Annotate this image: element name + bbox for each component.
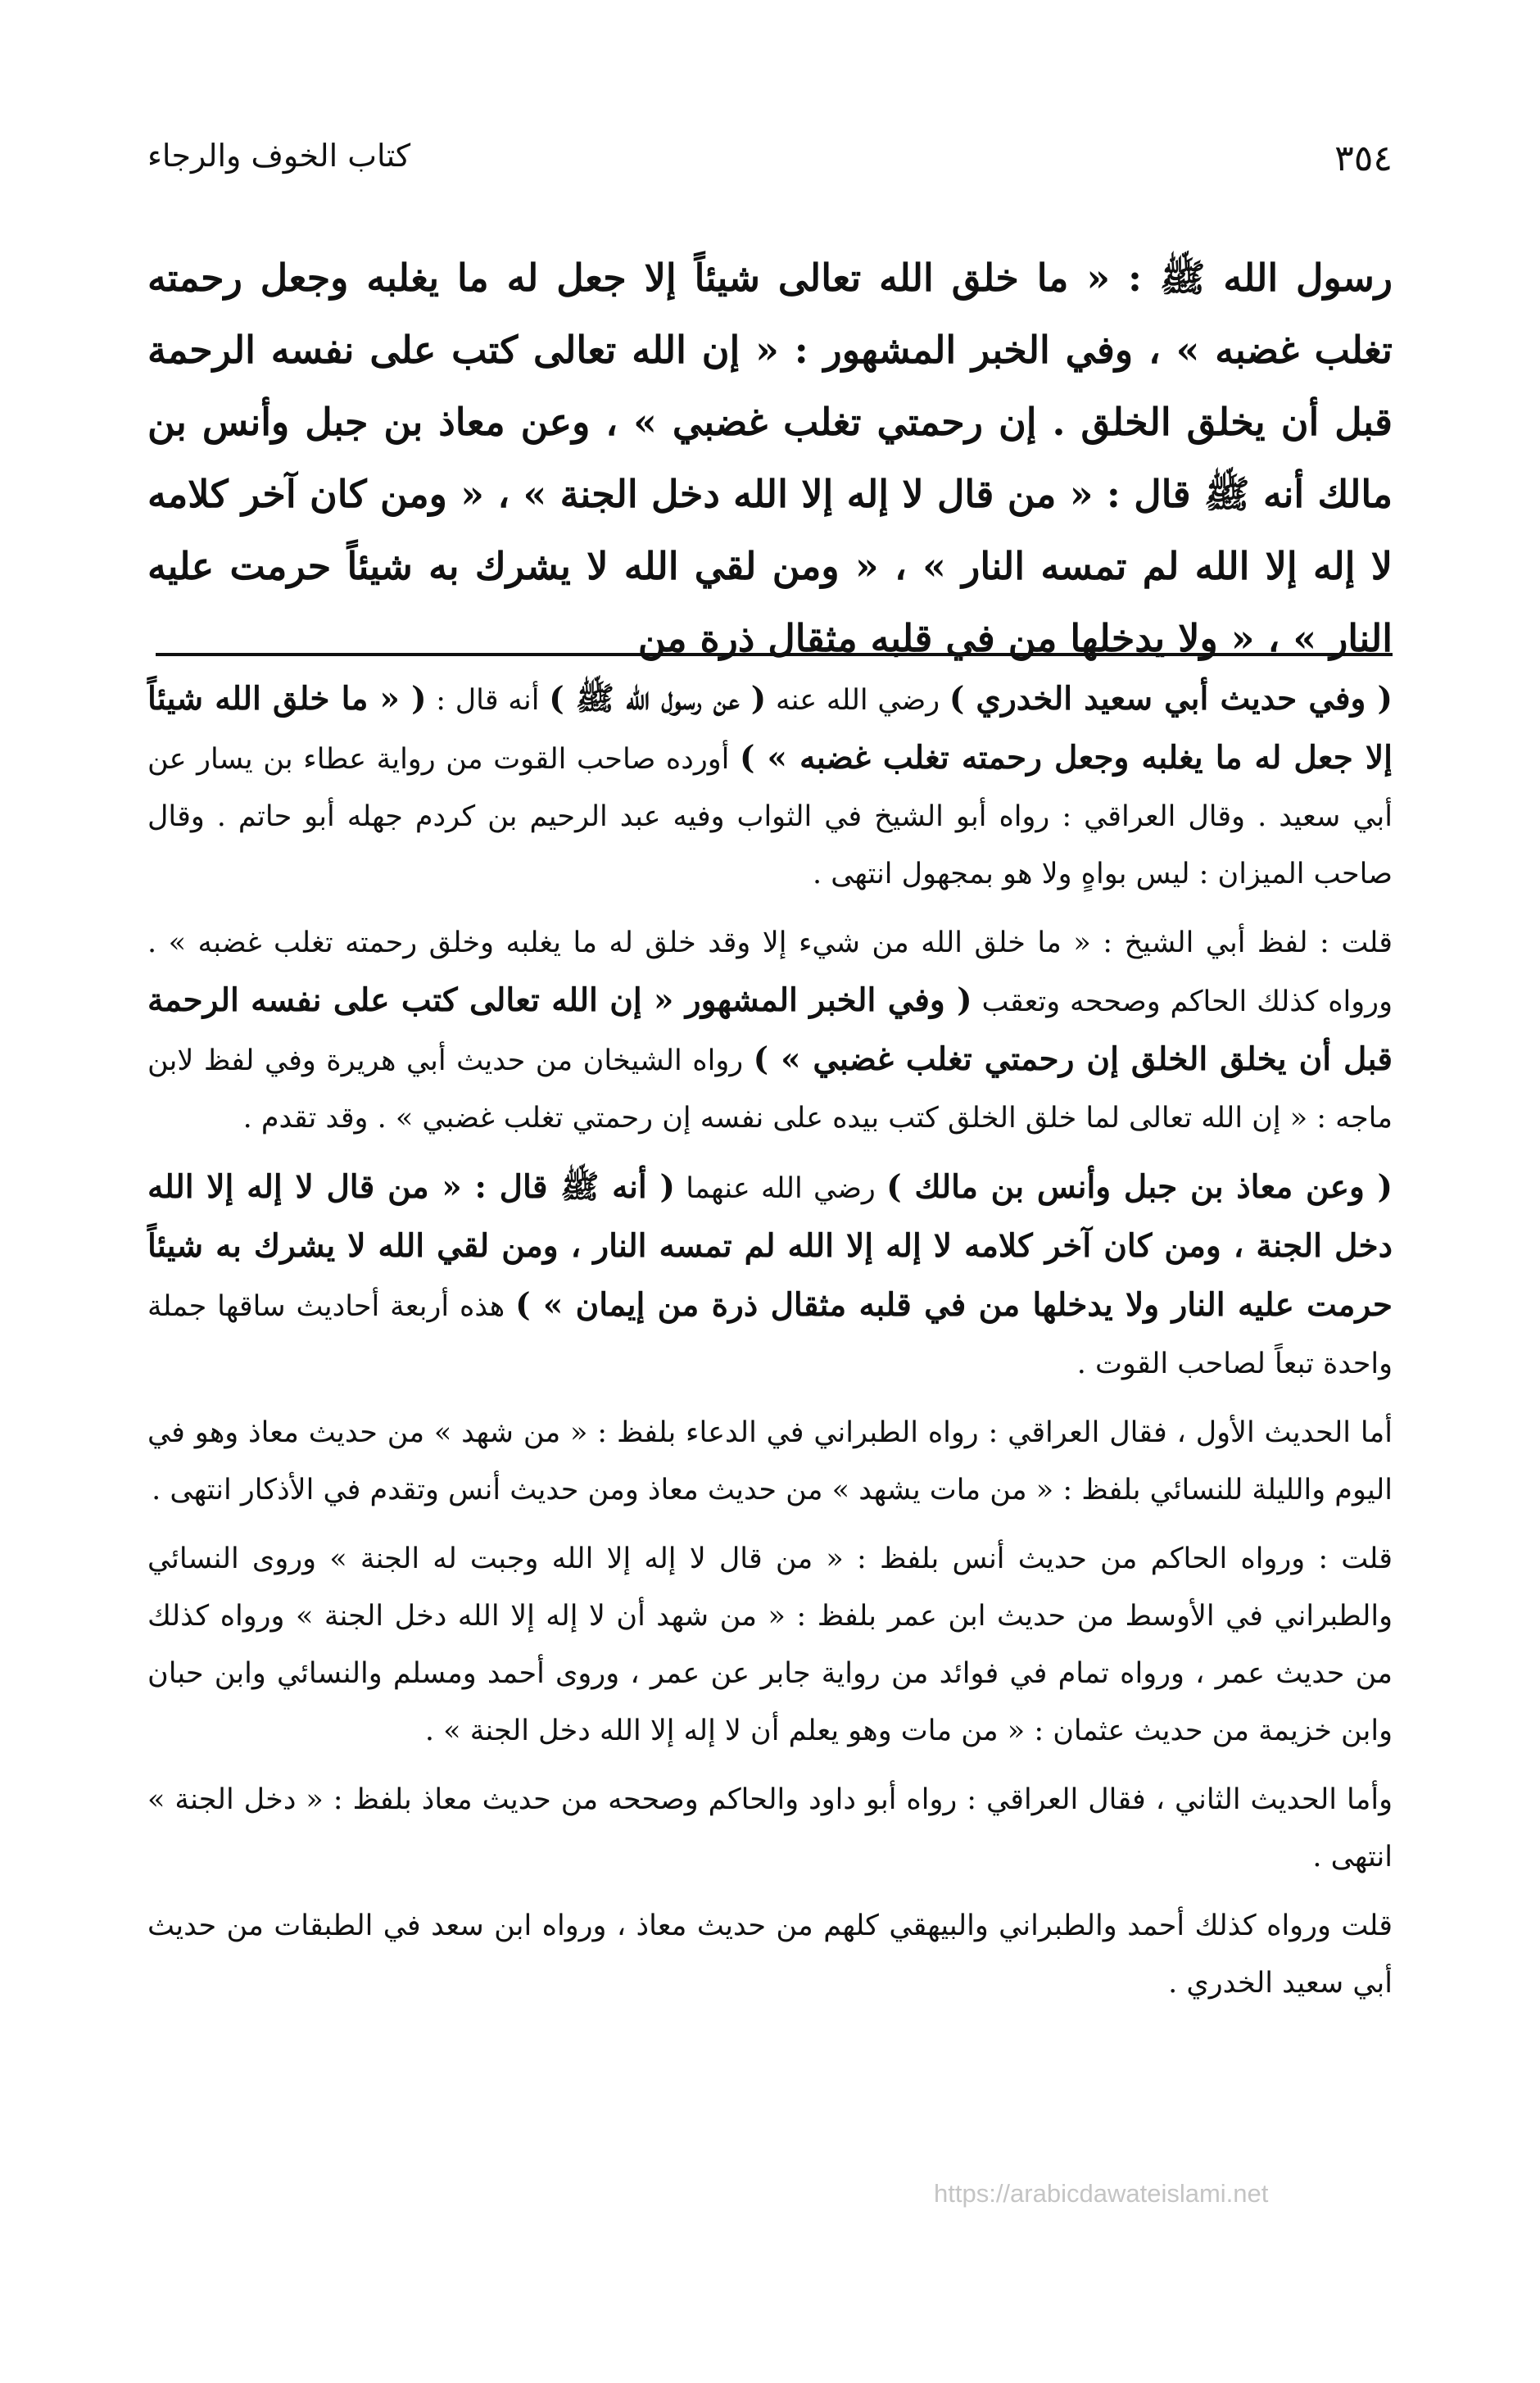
quoted-text: ( وفي الخبر المشهور « إن الله تعالى كتب على نفسه الرحمة قبل أن يخلق الخلق إن رحمتي تغلب غضبي » )	[147, 981, 1393, 1078]
commentary-paragraph-3	[147, 1158, 1393, 1393]
commentary-paragraph-4: أما الحديث الأول ، فقال العراقي : رواه الطبراني في الدعاء بلفظ : « من شهد » من حديث معاذ وهو في اليوم والليلة للنسائي بلفظ : « من مات يشهد » من حديث معاذ ومن حديث أنس وتقدم في الأذكار انتهى .	[147, 1416, 1393, 1506]
commentary-paragraph-2	[147, 914, 1393, 1147]
commentary-paragraph-1	[147, 670, 1393, 903]
quoted-text: ( وعن معاذ بن جبل وأنس بن مالك )	[886, 1168, 1393, 1206]
running-title: كتاب الخوف والرجاء	[147, 138, 411, 174]
commentary-text: أورده صاحب القوت من رواية عطاء بن يسار عن أبي سعيد . وقال العراقي : رواه أبو الشيخ في الثواب وفيه عبد الرحيم بن كردم جهله أبو حاتم . وقال صاحب الميزان : ليس بواهٍ ولا هو بمجهول انتهى .	[147, 743, 1393, 890]
commentary-text: أنه قال :	[426, 684, 550, 717]
watermark-url: https://arabicdawateislami.net	[934, 2179, 1269, 2208]
commentary-text: رضي الله عنهما	[674, 1172, 887, 1205]
commentary-text: قلت : لفظ أبي الشيخ : « ما خلق الله من شيء إلا وقد خلق له ما يغلبه وخلق رحمته تغلب غضبه » . ورواه كذلك الحاكم وصححه وتعقب	[147, 926, 1393, 1018]
footnote-divider	[156, 653, 1393, 656]
commentary-text: رضي الله عنه	[766, 684, 949, 717]
page-header	[147, 138, 1393, 187]
commentary-paragraph-7: قلت ورواه كذلك أحمد والطبراني والبيهقي كلهم من حديث معاذ ، ورواه ابن سعد في الطبقات من حديث أبي سعيد الخدري .	[147, 1910, 1393, 2000]
quoted-text: ( أنه ﷺ قال : « من قال لا إله إلا الله دخل الجنة ، ومن كان آخر كلامه لا إله إلا الله لم تمسه النار ، ومن لقي الله لا يشرك به شيئاً حرمت عليه النار ولا يدخلها من في قلبه مثقال ذرة من إيمان » )	[147, 1168, 1393, 1324]
quoted-text: ( عن رسول الله ﷺ )	[549, 680, 767, 718]
main-text	[147, 242, 1393, 674]
page-number: ٣٥٤	[1334, 138, 1393, 179]
commentary-text: رواه الشيخان من حديث أبي هريرة وفي لفظ لابن ماجه : « إن الله تعالى لما خلق الخلق كتب بيده على نفسه إن رحمتي تغلب غضبي » . وقد تقدم .	[147, 1044, 1393, 1135]
main-text-paragraph: رسول الله ﷺ : « ما خلق الله تعالى شيئاً إلا جعل له ما يغلبه وجعل رحمته تغلب غضبه » ، وفي الخبر المشهور : « إن الله تعالى كتب على نفسه الرحمة قبل أن يخلق الخلق . إن رحمتي تغلب غضبي » ، وعن معاذ بن جبل وأنس بن مالك أنه ﷺ قال : « من قال لا إله إلا الله دخل الجنة » ، « ومن كان آخر كلامه لا إله إلا الله لم تمسه النار » ، « ومن لقي الله لا يشرك به شيئاً حرمت عليه النار » ، « ولا يدخلها من في قلبه مثقال ذرة من	[147, 256, 1393, 660]
quoted-text: ( « ما خلق الله شيئاً إلا جعل له ما يغلبه وجعل رحمته تغلب غضبه » )	[147, 680, 1393, 777]
commentary	[147, 670, 1393, 2023]
commentary-paragraph-5: قلت : ورواه الحاكم من حديث أنس بلفظ : « من قال لا إله إلا الله وجبت له الجنة » وروى النسائي والطبراني في الأوسط من حديث ابن عمر بلفظ : « من شهد أن لا إله إلا الله دخل الجنة » ورواه كذلك من حديث عمر ، ورواه تمام في فوائد من رواية جابر عن عمر ، وروى أحمد ومسلم والنسائي وابن حبان وابن خزيمة من حديث عثمان : « من مات وهو يعلم أن لا إله إلا الله دخل الجنة » .	[147, 1543, 1393, 1747]
quoted-text: ( وفي حديث أبي سعيد الخدري )	[949, 680, 1393, 718]
commentary-text: هذه أربعة أحاديث ساقها جملة واحدة تبعاً لصاحب القوت .	[147, 1290, 1393, 1380]
commentary-paragraph-6: وأما الحديث الثاني ، فقال العراقي : رواه أبو داود والحاكم وصححه من حديث معاذ بلفظ : « دخل الجنة » انتهى .	[147, 1783, 1393, 1873]
